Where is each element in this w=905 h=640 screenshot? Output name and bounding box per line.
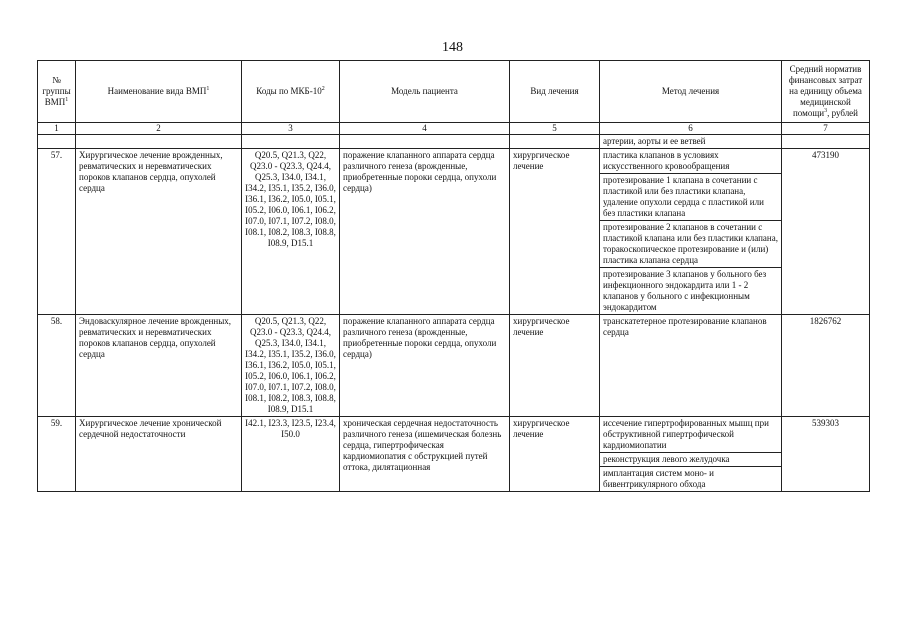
table-row <box>38 149 870 315</box>
method-item: протезирование 1 клапана в сочетании с пластикой или без пластики клапана, удаление опухоли сердца с пластикой или без пластики клапана <box>600 174 781 221</box>
header-treatment-method: Метод лечения <box>600 61 782 123</box>
column-number: 3 <box>242 123 340 135</box>
method-item: реконструкция левого желудочка <box>600 453 781 467</box>
header-row <box>38 61 870 123</box>
method-item: пластика клапанов в условиях искусственного кровообращения <box>600 149 781 174</box>
vmp-name: Хирургическое лечение врожденных, ревматических и неревматических пороков клапанов сердца, опухолей сердца <box>76 149 242 315</box>
header-group-number: № группы ВМП$^1$ <box>38 61 76 123</box>
column-number: 6 <box>600 123 782 135</box>
group-number: 57. <box>38 149 76 315</box>
icd-codes: Q20.5, Q21.3, Q22, Q23.0 - Q23.3, Q24.4, Q25.3, I34.0, I34.1, I34.2, I35.1, I35.2, I36.0, I36.1, I36.2, I05.0, I05.1, I05.2, I06.0, I06.1, I06.2, I07.0, I07.1, I07.2, I08.0, I08.1, I08.2, I08.3, I08.8, I08.9, D15.1 <box>242 315 340 417</box>
header-vmp-name: Наименование вида ВМП$^1$ <box>76 61 242 123</box>
page-number: 148 <box>442 40 463 55</box>
group-number: 58. <box>38 315 76 417</box>
cost-value: 1826762 <box>782 315 870 417</box>
treatment-type: хирургическое лечение <box>510 315 600 417</box>
continuation-text: артерии, аорты и ее ветвей <box>600 135 782 149</box>
header-icd-codes: Коды по МКБ-$10^2$ <box>242 61 340 123</box>
method-item: транскатетерное протезирование клапанов сердца <box>603 316 767 337</box>
method-item: имплантация систем моно- и бивентрикулярного обхода <box>603 468 714 489</box>
vmp-name: Хирургическое лечение хронической сердечной недостаточности <box>76 417 242 492</box>
vmp-name: Эндоваскулярное лечение врожденных, ревматических и неревматических пороков клапанов сердца, опухолей сердца <box>76 315 242 417</box>
column-number-row <box>38 123 870 135</box>
patient-model: поражение клапанного аппарата сердца различного генеза (врожденные, приобретенные пороки сердца, опухоли сердца) <box>340 315 510 417</box>
patient-model: хроническая сердечная недостаточность различного генеза (ишемическая болезнь сердца, гипертрофическая кардиомиопатия с обструкцией путей оттока, дилятационная <box>340 417 510 492</box>
icd-codes: I42.1, I23.3, I23.5, I23.4, I50.0 <box>242 417 340 492</box>
column-number: 1 <box>38 123 76 135</box>
group-number: 59. <box>38 417 76 492</box>
column-number: 5 <box>510 123 600 135</box>
treatment-methods <box>600 315 782 417</box>
method-item: протезирование 2 клапанов в сочетании с пластикой клапана или без пластики клапана, торакоскопическое протезирование и (или) пластика клапана сердца <box>600 221 781 268</box>
treatment-type: хирургическое лечение <box>510 417 600 492</box>
treatment-methods <box>600 149 782 315</box>
treatment-methods <box>600 417 782 492</box>
column-number: 4 <box>340 123 510 135</box>
vmp-table <box>37 60 870 492</box>
icd-codes: Q20.5, Q21.3, Q22, Q23.0 - Q23.3, Q24.4, Q25.3, I34.0, I34.1, I34.2, I35.1, I35.2, I36.0, I36.1, I36.2, I05.0, I05.1, I05.2, I06.0, I06.1, I06.2, I07.0, I07.1, I07.2, I08.0, I08.1, I08.2, I08.3, I08.8, I08.9, D15.1 <box>242 149 340 315</box>
table-row <box>38 417 870 492</box>
header-patient-model: Модель пациента <box>340 61 510 123</box>
continuation-row <box>38 135 870 149</box>
column-number: 2 <box>76 123 242 135</box>
header-cost-norm: Средний норматив финансовых затрат на единицу объема медицинской помощи$^3$, рублей <box>782 61 870 123</box>
header-treatment-type: Вид лечения <box>510 61 600 123</box>
table-row <box>38 315 870 417</box>
column-number: 7 <box>782 123 870 135</box>
method-item: протезирование 3 клапанов у больного без инфекционного эндокардита или 1 - 2 клапанов у больного с инфекционным эндокардитом <box>603 269 767 312</box>
cost-value: 473190 <box>782 149 870 315</box>
treatment-type: хирургическое лечение <box>510 149 600 315</box>
cost-value: 539303 <box>782 417 870 492</box>
method-item: иссечение гипертрофированных мышц при обструктивной гипертрофической кардиомиопатии <box>600 417 781 453</box>
patient-model: поражение клапанного аппарата сердца различного генеза (врожденные, приобретенные пороки сердца, опухоли сердца) <box>340 149 510 315</box>
